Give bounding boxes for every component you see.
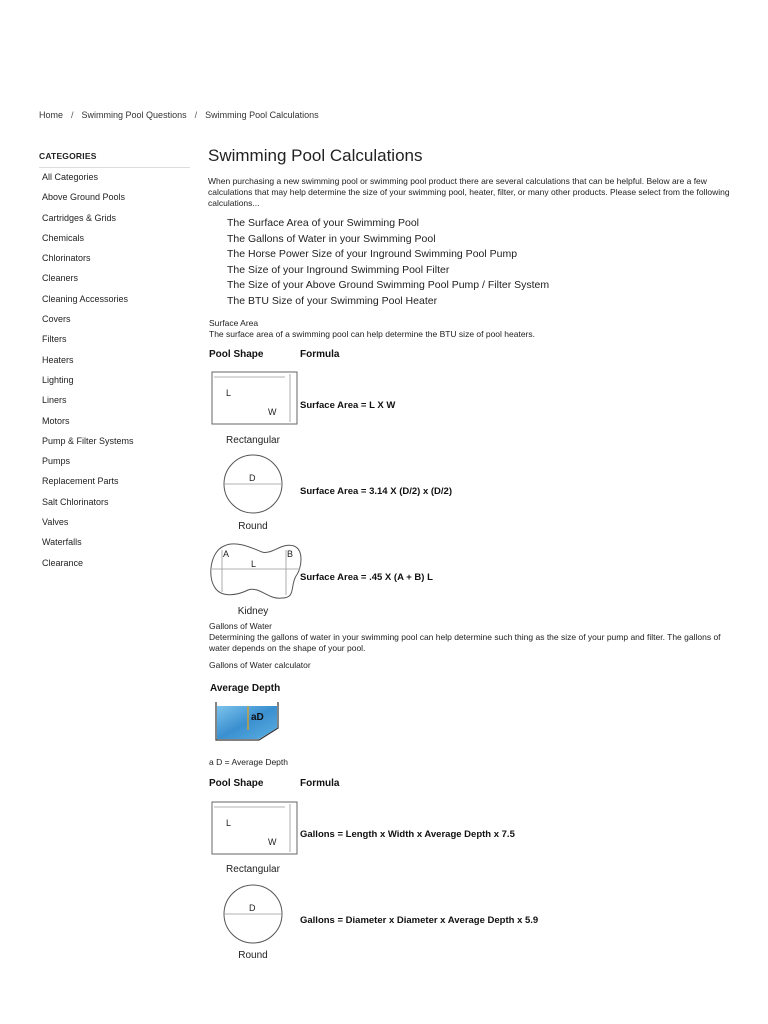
gallons-round-caption: Round [238,950,268,961]
link-gallons-of-water[interactable]: The Gallons of Water in your Swimming Pool [227,232,436,245]
sidebar-title: CATEGORIES [39,151,190,168]
rect-label-l: L [226,388,232,398]
category-sidebar [39,151,190,573]
gallons-pool-shape-header: Pool Shape [209,778,264,789]
average-depth-label: aD [251,712,264,723]
rectangular-pool-diagram [210,368,300,428]
calculation-links [227,216,549,309]
kidney-surface-formula: Surface Area = .45 X (A + B) L [300,572,433,583]
sidebar-item-liners[interactable]: Liners [42,395,67,406]
kidney-caption: Kidney [237,606,269,617]
category-list [39,167,190,573]
sidebar-item-pump-filter-systems[interactable]: Pump & Filter Systems [42,435,134,446]
gallons-formula-header: Formula [300,778,340,789]
average-depth-title: Average Depth [210,683,281,694]
link-heater-btu[interactable]: The BTU Size of your Swimming Pool Heater [227,294,438,307]
page-title: Swimming Pool Calculations [208,146,423,165]
breadcrumb-separator: / [71,110,74,120]
surface-area-heading: Surface Area [209,318,259,328]
rect-label-w: W [268,407,277,417]
breadcrumb-home[interactable]: Home [39,110,64,120]
sidebar-item-all-categories[interactable]: All Categories [42,172,99,182]
gallons-rect-caption: Rectangular [226,864,280,875]
sidebar-item-filters[interactable]: Filters [42,334,67,345]
gallons-rect-label-l: L [226,818,232,828]
sidebar-item-heaters[interactable]: Heaters [42,354,74,365]
kidney-label-l: L [251,559,257,569]
rect-surface-formula: Surface Area = L X W [300,400,396,411]
breadcrumb-questions[interactable]: Swimming Pool Questions [81,110,187,120]
sidebar-item-chlorinators[interactable]: Chlorinators [42,253,91,264]
kidney-label-b: B [287,549,294,559]
rect-caption: Rectangular [226,435,280,446]
average-depth-diagram [214,700,280,742]
gallons-description: Determining the gallons of water in your swimming pool can help determine such thing as the size of your pump and filter. The gallons of water depends on the shape of your pool. [209,632,721,653]
sidebar-item-cleaning-accessories[interactable]: Cleaning Accessories [42,293,129,304]
link-above-ground-pump-filter[interactable]: The Size of your Above Ground Swimming Pool Pump / Filter System [227,279,550,291]
breadcrumb-separator: / [194,110,198,120]
sidebar-item-motors[interactable]: Motors [42,415,70,426]
gallons-calculator-label: Gallons of Water calculator [209,660,311,670]
formula-header: Formula [300,349,340,360]
breadcrumb-current: Swimming Pool Calculations [205,110,319,120]
sidebar-item-lighting[interactable]: Lighting [42,374,74,385]
breadcrumb [39,110,319,120]
sidebar-item-waterfalls[interactable]: Waterfalls [42,537,82,548]
sidebar-item-cartridges-grids[interactable]: Cartridges & Grids [42,212,117,223]
sidebar-item-above-ground-pools[interactable]: Above Ground Pools [42,192,126,203]
gallons-round-diagram [222,882,284,946]
link-surface-area[interactable]: The Surface Area of your Swimming Pool [227,217,420,229]
round-caption: Round [238,521,268,532]
surface-area-description: The surface area of a swimming pool can help determine the BTU size of pool heaters. [209,329,536,339]
intro-paragraph: When purchasing a new swimming pool or swimming pool product there are several calculations that can be helpful. Below are a few calculations that may help determine the size of your swimming pool, heater, filter, or many other products. Please select from the following calculations... [208,176,730,208]
link-pump-horse-power[interactable]: The Horse Power Size of your Inground Swimming Pool Pump [227,248,518,260]
gallons-round-label-d: D [249,903,256,913]
gallons-rect-label-w: W [268,837,277,847]
round-pool-diagram [222,452,284,516]
sidebar-item-clearance[interactable]: Clearance [42,557,84,568]
link-inground-filter-size[interactable]: The Size of your Inground Swimming Pool Filter [227,263,450,276]
round-surface-formula: Surface Area = 3.14 X (D/2) x (D/2) [300,486,452,497]
average-depth-note: a D = Average Depth [209,757,288,767]
gallons-round-formula: Gallons = Diameter x Diameter x Average Depth x 5.9 [300,915,539,926]
sidebar-item-cleaners[interactable]: Cleaners [42,273,79,284]
sidebar-item-valves[interactable]: Valves [42,517,69,528]
gallons-rectangular-diagram [210,798,300,858]
sidebar-item-salt-chlorinators[interactable]: Salt Chlorinators [42,496,109,507]
gallons-rect-formula: Gallons = Length x Width x Average Depth x 7.5 [300,829,515,840]
sidebar-item-pumps[interactable]: Pumps [42,456,71,467]
sidebar-item-replacement-parts[interactable]: Replacement Parts [42,476,119,487]
sidebar-item-chemicals[interactable]: Chemicals [42,232,85,243]
gallons-heading: Gallons of Water [209,621,272,631]
pool-shape-header: Pool Shape [209,349,264,360]
kidney-label-a: A [223,549,230,559]
sidebar-item-covers[interactable]: Covers [42,314,71,325]
round-label-d: D [249,473,256,483]
kidney-pool-diagram [208,540,304,602]
